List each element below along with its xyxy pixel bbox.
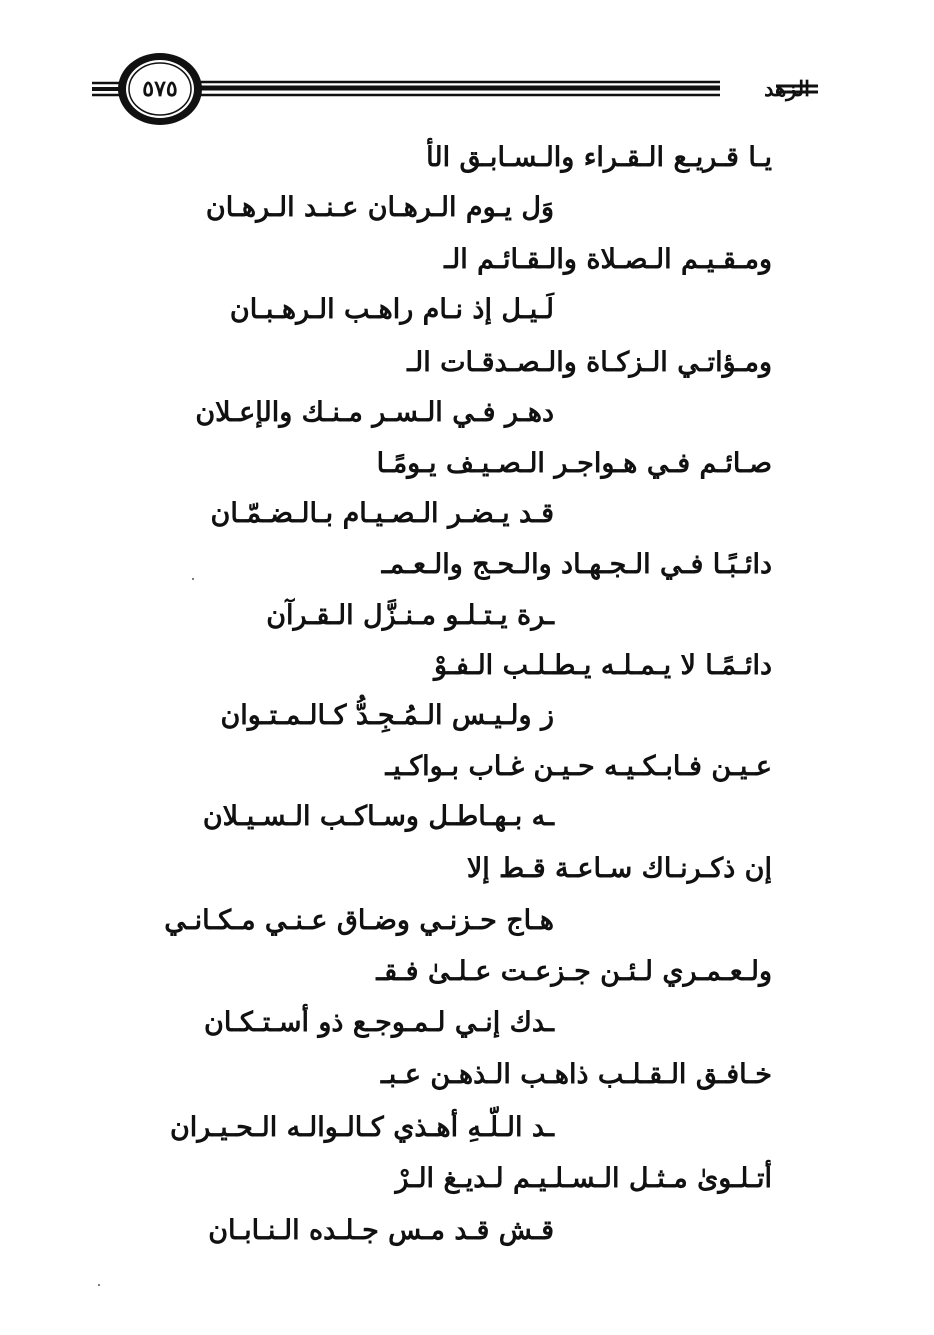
page-header: [0, 0, 934, 140]
verse-line: لَـيـل إذ نـام راهـب الـرهـبـان: [229, 294, 554, 325]
verse-line: ـدك إنـي لـمـوجـع ذو أسـتـكـان: [204, 1007, 554, 1038]
verse-line: دهـر فـي الـسـر مـنـك والإعـلان: [195, 397, 554, 428]
verse-line: ـرة يـتـلـو مـنـزَّل الـقـرآن: [266, 600, 554, 631]
verse-line: ومـقـيـم الـصـلاة والـقـائـم الـ: [444, 244, 772, 275]
section-title: الزهد: [764, 76, 810, 101]
verse-line: هـاج حـزنـي وضـاق عـنـي مـكـانـي: [164, 905, 554, 936]
paper-speck: [192, 578, 194, 580]
verse-line: إن ذكـرنـاك سـاعـة قـط إلا: [466, 853, 772, 884]
verse-line: يـا قـريـع الـقـراء والـسـابـق الأ: [426, 142, 772, 173]
verse-line: ومـؤاتـي الـزكـاة والـصـدقـات الـ: [407, 347, 772, 378]
verse-line: قـد يـضـر الـصـيـام بـالـضـمّـان: [210, 498, 554, 529]
paper-speck: [98, 1284, 100, 1286]
page-number: ٥٧٥: [142, 76, 178, 102]
verse-line: خـافـق الـقـلـب ذاهـب الـذهـن عـبـ: [380, 1059, 772, 1090]
header-rule-ornament: [0, 0, 934, 140]
verse-line: دائـمًـا لا يـمـلـه يـطـلـب الـفـوْ: [434, 650, 772, 681]
verse-line: ـه بـهـاطـل وسـاكـب الـسـيـلان: [202, 801, 554, 832]
verse-line: عـيـن فـابـكـيـه حـيـن غـاب بـواكـيـ: [385, 751, 772, 782]
verse-line: ولـعـمـري لـئـن جـزعـت عـلـىٰ فـقـ: [376, 956, 772, 987]
verse-line: أتـلـوىٰ مـثـل الـسـلـيـم لـديـغ الـرْ: [395, 1163, 772, 1194]
verse-line: دائـبًـا فـي الـجـهـاد والـحـج والـعـمـ: [381, 549, 772, 580]
verse-line: ـد الـلّـهِ أهـذي كـالـوالـه الـحـيـران: [169, 1112, 554, 1143]
verse-line: ز ولـيـس الـمُـجِـدُّ كـالـمـتـوان: [220, 700, 554, 731]
verse-line: وَل يـوم الـرهـان عـنـد الـرهـان: [205, 192, 554, 223]
verse-line: قـش قـد مـس جـلـده الـنـابـان: [208, 1215, 554, 1246]
verse-line: صـائـم فـي هـواجـر الـصـيـف يـومًـا: [376, 448, 772, 479]
